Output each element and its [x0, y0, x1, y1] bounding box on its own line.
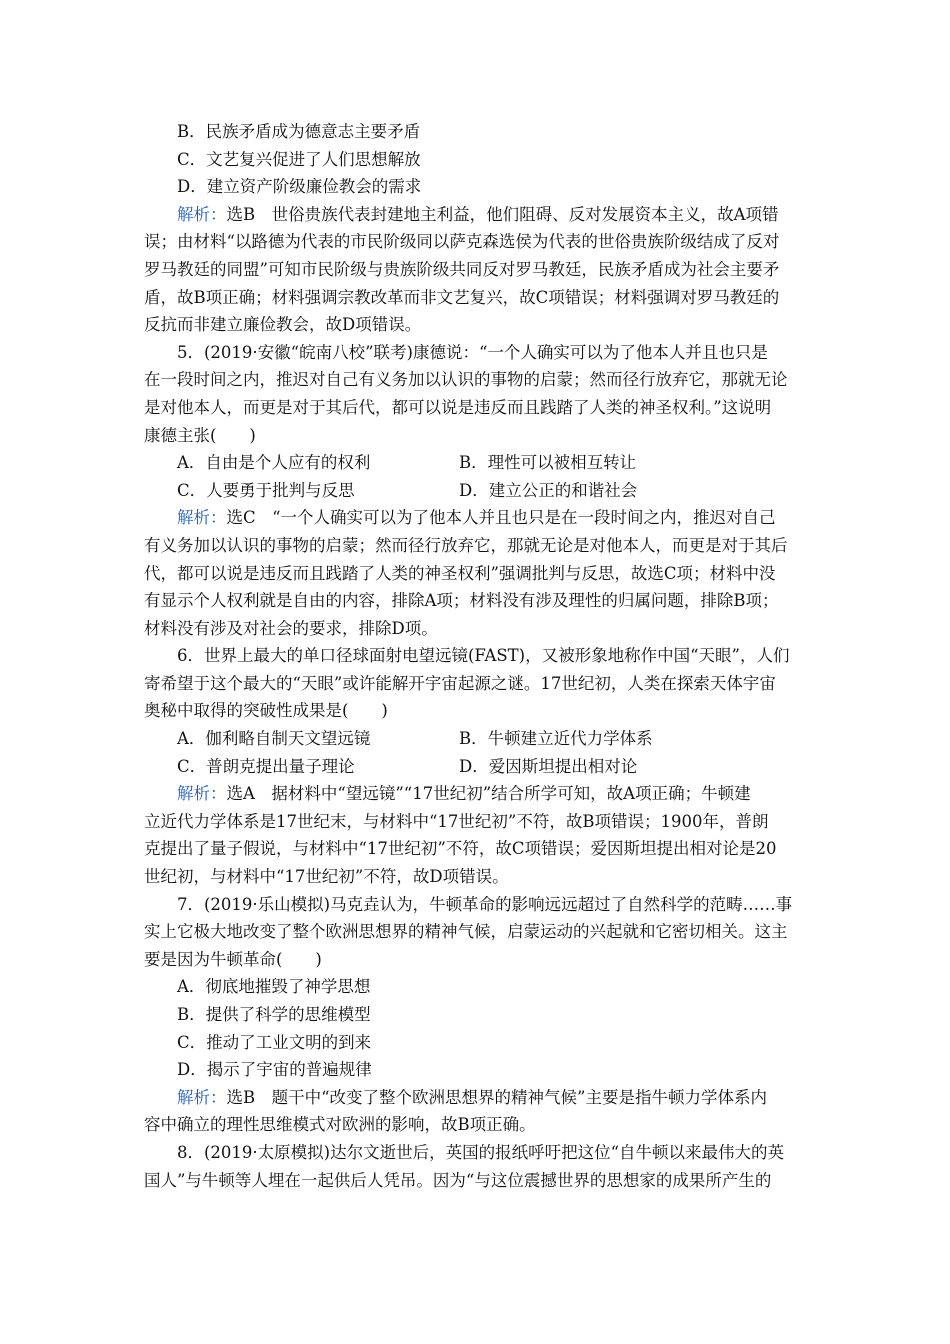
- q5-option-b: B．理性可以被相互转让: [459, 453, 637, 473]
- q8-stem-line-2: 国人”与牛顿等人埋在一起供后人凭吊。因为“与这位震撼世界的思想家的成果所产生的: [144, 1170, 772, 1190]
- q5-options-row-1: [144, 449, 808, 477]
- q4-options: [144, 118, 808, 201]
- q4-analysis: [144, 201, 808, 339]
- q5-options: [144, 449, 808, 504]
- q5-analysis-line-2: 有义务加以认识的事物的启蒙；然而径行放弃它，那就无论是对他本人，而更是对于其后: [144, 535, 788, 555]
- q4-analysis-line-4: 盾，故B项正确；材料强调宗教改革而非文艺复兴，故C项错误；材料强调对罗马教廷的: [144, 287, 780, 307]
- q7-option-b: B．提供了科学的思维模型: [177, 1005, 371, 1024]
- q4-analysis-line-5: 反抗而非建立廉俭教会，故D项错误。: [144, 315, 422, 335]
- q5-analysis-line-5: 材料没有涉及对社会的要求，排除D项。: [144, 618, 438, 638]
- q5-option-a: A．自由是个人应有的权利: [177, 453, 371, 473]
- q7-option-c: C．推动了工业文明的到来: [177, 1032, 372, 1052]
- q4-option-b: B．民族矛盾成为德意志主要矛盾: [177, 122, 421, 141]
- q5-option-c: C．人要勇于批判与反思: [177, 480, 355, 500]
- analysis-label: 解析：: [177, 1087, 227, 1107]
- q7-stem-line-2: 实上它极大地改变了整个欧洲思想界的精神气候，启蒙运动的兴起就和它密切相关。这主: [144, 922, 788, 942]
- q4-analysis-line-3: 罗马教廷的同盟”可知市民阶级与贵族阶级共同反对罗马教廷，民族矛盾成为社会主要矛: [144, 259, 780, 279]
- q5-analysis-line-4: 有显示个人权利就是自由的内容，排除A项；材料没有涉及理性的归属问题，排除B项；: [144, 591, 779, 611]
- analysis-label: 解析：: [177, 784, 227, 804]
- q6-stem-line-1: 6．世界上最大的单口径球面射电望远镜(FAST)，又被形象地称作中国“天眼”，人们: [177, 646, 790, 666]
- q5-stem-line-2: 在一段时间之内，推迟对自己有义务加以认识的事物的启蒙；然而径行放弃它，那就无论: [144, 370, 788, 390]
- q4-option-d: D．建立资产阶级廉俭教会的需求: [177, 177, 422, 197]
- q7-options: [144, 973, 808, 1083]
- q7-analysis: [144, 1084, 808, 1139]
- q6-option-c: C．普朗克提出量子理论: [177, 756, 355, 776]
- q6-stem-line-3: 奥秘中取得的突破性成果是( ): [144, 701, 388, 721]
- q5-stem-line-3: 是对他本人，而更是对于其后代，都可以说是违反而且践踏了人类的神圣权利。”这说明: [144, 397, 772, 417]
- q5-stem-line-1: 5．(2019·安徽“皖南八校”联考)康德说：“一个人确实可以为了他本人并且也只是: [177, 342, 768, 362]
- document-page: [144, 118, 808, 1194]
- q5-stem: [144, 339, 808, 449]
- q7-option-a: A．彻底地摧毁了神学思想: [177, 977, 371, 997]
- q6-options-row-1: [144, 725, 808, 753]
- q6-analysis-line-3: 克提出了量子假说，与材料中“17世纪初”不符，故C项错误；爱因斯坦提出相对论是20: [144, 839, 777, 859]
- q7-stem-line-1: 7．(2019·乐山模拟)马克垚认为，牛顿革命的影响远远超过了自然科学的范畴……事: [177, 894, 793, 914]
- analysis-label: 解析：: [177, 204, 227, 224]
- q5-options-row-2: [144, 477, 808, 505]
- q4-analysis-line-2: 误；由材料“以路德为代表的市民阶级同以萨克森选侯为代表的世俗贵族阶级结成了反对: [144, 232, 780, 252]
- q7-analysis-line-1: 解析：选B 题干中“改变了整个欧洲思想界的精神气候”主要是指牛顿力学体系内: [177, 1087, 767, 1107]
- q5-analysis-line-1: 解析：选C “一个人确实可以为了他本人并且也只是在一段时间之内，推迟对自己: [177, 508, 776, 528]
- q5-analysis: [144, 504, 808, 642]
- q7-analysis-line-2: 容中确立的理性思维模式对欧洲的影响，故B项正确。: [144, 1115, 536, 1135]
- q8-stem-line-1: 8．(2019·太原模拟)达尔文逝世后，英国的报纸呼吁把这位“自牛顿以来最伟大的英: [177, 1142, 785, 1162]
- q8-stem: [144, 1139, 808, 1194]
- q6-options-row-2: [144, 753, 808, 781]
- q6-analysis-line-4: 世纪初，与材料中“17世纪初”不符，故D项错误。: [144, 867, 509, 887]
- q6-option-b: B．牛顿建立近代力学体系: [459, 729, 653, 749]
- q5-stem-line-4: 康德主张( ): [144, 425, 256, 445]
- q6-analysis-line-1: 解析：选A 据材料中“望远镜”“17世纪初”结合所学可知，故A项正确；牛顿建: [177, 784, 751, 804]
- q5-analysis-line-3: 代，都可以说是违反而且践踏了人类的神圣权利”强调批判与反思，故选C项；材料中没: [144, 563, 776, 583]
- q6-stem: [144, 642, 808, 725]
- q6-analysis: [144, 780, 808, 890]
- q6-stem-line-2: 寄希望于这个最大的“天眼”或许能解开宇宙起源之谜。17世纪初，人类在探索天体宇宙: [144, 673, 776, 693]
- q7-stem: [144, 891, 808, 974]
- q6-options: [144, 725, 808, 780]
- q6-option-a: A．伽利略自制天文望远镜: [177, 729, 371, 749]
- q7-option-d: D．揭示了宇宙的普遍规律: [177, 1060, 372, 1080]
- q6-option-d: D．爱因斯坦提出相对论: [459, 756, 638, 776]
- q7-stem-line-3: 要是因为牛顿革命( ): [144, 949, 322, 969]
- q4-option-c: C．文艺复兴促进了人们思想解放: [177, 149, 421, 169]
- analysis-label: 解析：: [177, 508, 227, 528]
- q6-analysis-line-2: 立近代力学体系是17世纪末，与材料中“17世纪初”不符，故B项错误；1900年，普朗: [144, 811, 769, 831]
- q4-analysis-line-1: 解析：选B 世俗贵族代表封建地主利益，他们阻碍、反对发展资本主义，故A项错: [177, 204, 779, 224]
- q5-option-d: D．建立公正的和谐社会: [459, 480, 638, 500]
